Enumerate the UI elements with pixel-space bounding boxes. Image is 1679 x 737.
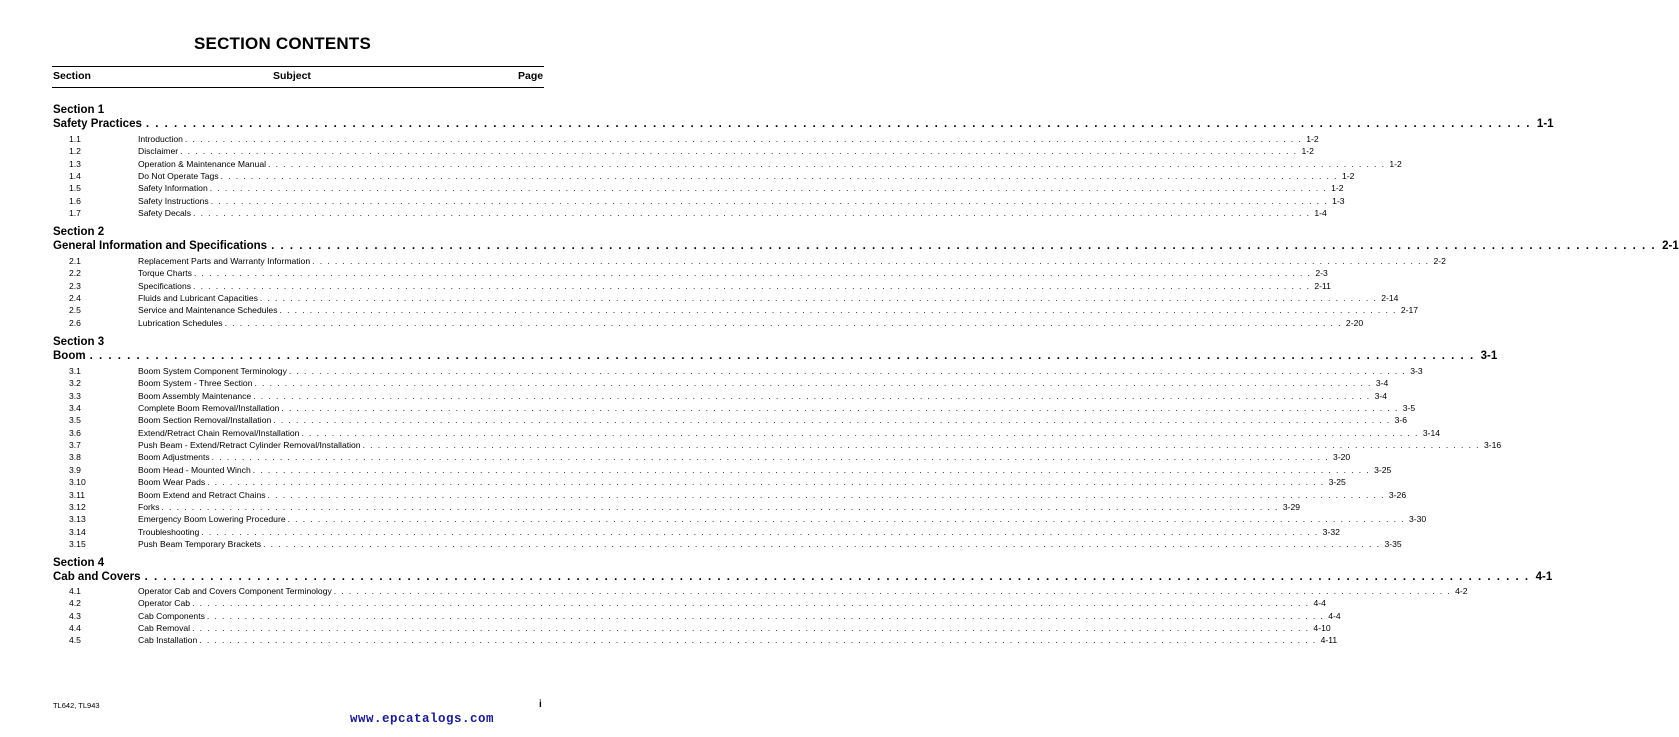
entry-number: 3.11 <box>69 489 86 500</box>
entry-page-number: 3-25 <box>1328 477 1346 488</box>
entry-subject: Safety Instructions <box>138 195 209 206</box>
toc-entry[interactable] <box>69 158 1402 170</box>
dot-leader: . . . . . . . . . . . . . . . . . . . . . . . . . . . . . . . . . . . . . . . . . . . . . . . . . . . . . . . . . . . . . . . . . . . . . . . . . . . . . . . . . . . . . . . . . . . . . . . . . . . . . . . . . . . . . . . . . . . . . . . . . . . . . . . . . . . . . . . . . . . . . . . . . . . . <box>180 146 1298 157</box>
dot-leader: . . . . . . . . . . . . . . . . . . . . . . . . . . . . . . . . . . . . . . . . . . . . . . . . . . . . . . . . . . . . . . . . . . . . . . . . . . . . . . . . . . . . . . . . . . . . . . . . . . . . . . . . . . . . . . . . . . . . . . . . . . . . . . . . . . . . . . . . . . . . . . . . . . . . <box>144 571 1530 583</box>
page-title: SECTION CONTENTS <box>194 34 371 53</box>
entry-number: 1.3 <box>69 158 81 169</box>
entry-number: 3.4 <box>69 403 81 414</box>
entry-page-number: 3-14 <box>1422 427 1441 438</box>
column-header-subject: Subject <box>273 70 311 82</box>
dot-leader: . . . . . . . . . . . . . . . . . . . . . . . . . . . . . . . . . . . . . . . . . . . . . . . . . . . . . . . . . . . . . . . . . . . . . . . . . . . . . . . . . . . . . . . . . . . . . . . . . . . . . . . . . . . . . . . . . . . . . . . . . . . . . . . . . . . . . . . . . . . . . . . . . . . . <box>210 195 1329 206</box>
entry-subject: Boom Adjustments <box>138 452 210 463</box>
dot-leader: . . . . . . . . . . . . . . . . . . . . . . . . . . . . . . . . . . . . . . . . . . . . . . . . . . . . . . . . . . . . . . . . . . . . . . . . . . . . . . . . . . . . . . . . . . . . . . . . . . . . . . . . . . . . . . . . . . . . . . . . . . . . . . . . . . . . . . . . . . . . . . . . . . . . <box>253 390 1371 401</box>
entry-page-number: 3-32 <box>1322 526 1340 537</box>
toc-entry[interactable] <box>69 304 1419 316</box>
column-header-page: Page <box>518 70 544 82</box>
entry-subject: Boom System Component Terminology <box>138 366 287 376</box>
dot-leader: . . . . . . . . . . . . . . . . . . . . . . . . . . . . . . . . . . . . . . . . . . . . . . . . . . . . . . . . . . . . . . . . . . . . . . . . . . . . . . . . . . . . . . . . . . . . . . . . . . . . . . . . . . . . . . . . . . . . . . . . . . . . . . . . . . . . . . . . . . . . . . . . . . . . <box>271 240 1657 252</box>
dot-leader: . . . . . . . . . . . . . . . . . . . . . . . . . . . . . . . . . . . . . . . . . . . . . . . . . . . . . . . . . . . . . . . . . . . . . . . . . . . . . . . . . . . . . . . . . . . . . . . . . . . . . . . . . . . . . . . . . . . . . . . . . . . . . . . . . . . . . . . . . . . . . . . . . . . . <box>224 317 1342 328</box>
entry-page-number: 1-2 <box>1306 134 1319 144</box>
section-page-number: 4-1 <box>1535 571 1553 583</box>
dot-leader: . . . . . . . . . . . . . . . . . . . . . . . . . . . . . . . . . . . . . . . . . . . . . . . . . . . . . . . . . . . . . . . . . . . . . . . . . . . . . . . . . . . . . . . . . . . . . . . . . . . . . . . . . . . . . . . . . . . . . . . . . . . . . . . . . . . . . . . . . . . . . . . . . . . . <box>279 305 1397 316</box>
section-title: Boom <box>53 350 86 362</box>
entry-number: 3.8 <box>69 452 81 463</box>
entry-page-number: 3-30 <box>1408 514 1427 525</box>
entry-number: 3.10 <box>69 477 86 488</box>
dot-leader: . . . . . . . . . . . . . . . . . . . . . . . . . . . . . . . . . . . . . . . . . . . . . . . . . . . . . . . . . . . . . . . . . . . . . . . . . . . . . . . . . . . . . . . . . . . . . . . . . . . . . . . . . . . . . . . . . . . . . . . . . . . . . . . . . . . . . . . . . . . . . . . . . . . . <box>333 586 1452 596</box>
toc-entry[interactable] <box>69 464 1392 476</box>
entry-number: 4.4 <box>69 623 81 634</box>
entry-subject: Safety Information <box>138 183 208 194</box>
column-header-section: Section <box>53 70 91 82</box>
entry-subject: Boom Assembly Maintenance <box>138 390 252 401</box>
dot-leader: . . . . . . . . . . . . . . . . . . . . . . . . . . . . . . . . . . . . . . . . . . . . . . . . . . . . . . . . . . . . . . . . . . . . . . . . . . . . . . . . . . . . . . . . . . . . . . . . . . . . . . . . . . . . . . . . . . . . . . . . . . . . . . . . . . . . . . . . . . . . . . . . . . . . <box>220 171 1338 182</box>
entry-subject: Service and Maintenance Schedules <box>138 305 278 316</box>
section-label: Section 1 <box>53 104 105 116</box>
entry-number: 1.6 <box>69 195 81 206</box>
entry-number: 1.5 <box>69 183 81 194</box>
header-rule-top <box>52 66 544 67</box>
entry-number: 3.13 <box>69 514 86 525</box>
toc-entry[interactable] <box>69 513 1427 525</box>
entry-number: 3.15 <box>69 538 86 549</box>
entry-page-number: 3-4 <box>1375 378 1389 389</box>
toc-entry[interactable] <box>69 414 1408 426</box>
section-title: Cab and Covers <box>53 571 141 583</box>
dot-leader: . . . . . . . . . . . . . . . . . . . . . . . . . . . . . . . . . . . . . . . . . . . . . . . . . . . . . . . . . . . . . . . . . . . . . . . . . . . . . . . . . . . . . . . . . . . . . . . . . . . . . . . . . . . . . . . . . . . . . . . . . . . . . . . . . . . . . . . . . . . . . . . . . . . . <box>184 134 1303 144</box>
toc-entry[interactable] <box>69 526 1340 538</box>
entry-page-number: 1-2 <box>1389 158 1402 169</box>
entry-number: 2.2 <box>69 268 81 279</box>
entry-page-number: 1-2 <box>1341 171 1355 182</box>
entry-subject: Troubleshooting <box>138 526 200 537</box>
dot-leader: . . . . . . . . . . . . . . . . . . . . . . . . . . . . . . . . . . . . . . . . . . . . . . . . . . . . . . . . . . . . . . . . . . . . . . . . . . . . . . . . . . . . . . . . . . . . . . . . . . . . . . . . . . . . . . . . . . . . . . . . . . . . . . . . . . . . . . . . . . . . . . . . . . . . <box>192 623 1310 634</box>
toc-entry[interactable] <box>69 489 1407 501</box>
entry-page-number: 1-4 <box>1314 208 1327 219</box>
entry-page-number: 3-26 <box>1388 489 1407 500</box>
entry-number: 1.4 <box>69 171 81 182</box>
entry-subject: Cab Installation <box>138 635 198 646</box>
dot-leader: . . . . . . . . . . . . . . . . . . . . . . . . . . . . . . . . . . . . . . . . . . . . . . . . . . . . . . . . . . . . . . . . . . . . . . . . . . . . . . . . . . . . . . . . . . . . . . . . . . . . . . . . . . . . . . . . . . . . . . . . . . . . . . . . . . . . . . . . . . . . . . . . . . . . <box>193 280 1311 291</box>
entry-page-number: 1-2 <box>1301 146 1314 157</box>
section-page-number: 1-1 <box>1536 118 1554 130</box>
entry-subject: Specifications <box>138 280 192 291</box>
entry-number: 3.3 <box>69 390 81 401</box>
section-title: General Information and Specifications <box>53 240 268 252</box>
toc-entry[interactable] <box>69 634 1338 646</box>
header-rule-bottom <box>52 87 544 88</box>
entry-page-number: 1-3 <box>1332 195 1345 206</box>
entry-subject: Operator Cab <box>138 598 191 609</box>
toc-entry[interactable] <box>69 267 1328 279</box>
toc-entry[interactable] <box>69 170 1355 182</box>
toc-entry[interactable] <box>69 597 1326 609</box>
entry-number: 3.5 <box>69 415 81 426</box>
toc-entry[interactable] <box>69 207 1327 219</box>
entry-subject: Emergency Boom Lowering Procedure <box>138 514 286 525</box>
entry-page-number: 3-35 <box>1384 538 1402 549</box>
entry-subject: Push Beam - Extend/Retract Cylinder Removal/Installation <box>138 440 361 451</box>
toc-entry[interactable] <box>69 622 1331 634</box>
dot-leader: . . . . . . . . . . . . . . . . . . . . . . . . . . . . . . . . . . . . . . . . . . . . . . . . . . . . . . . . . . . . . . . . . . . . . . . . . . . . . . . . . . . . . . . . . . . . . . . . . . . . . . . . . . . . . . . . . . . . . . . . . . . . . . . . . . . . . . . . . . . . . . . . . . . . <box>199 635 1317 646</box>
toc-entry[interactable] <box>69 451 1351 463</box>
entry-page-number: 4-2 <box>1455 586 1468 596</box>
entry-number: 1.1 <box>69 134 81 144</box>
entry-number: 4.5 <box>69 635 81 646</box>
dot-leader: . . . . . . . . . . . . . . . . . . . . . . . . . . . . . . . . . . . . . . . . . . . . . . . . . . . . . . . . . . . . . . . . . . . . . . . . . . . . . . . . . . . . . . . . . . . . . . . . . . . . . . . . . . . . . . . . . . . . . . . . . . . . . . . . . . . . . . . . . . . . . . . . . . . . <box>193 268 1312 279</box>
section-page-number: 2-1 <box>1662 240 1679 252</box>
entry-number: 2.5 <box>69 305 81 316</box>
toc-entry[interactable] <box>69 476 1346 488</box>
toc-entry[interactable] <box>69 402 1416 414</box>
entry-page-number: 2-20 <box>1345 317 1364 328</box>
entry-page-number: 4-11 <box>1320 635 1338 646</box>
entry-number: 4.2 <box>69 598 81 609</box>
entry-page-number: 2-3 <box>1315 268 1328 279</box>
section-label: Section 2 <box>53 226 105 238</box>
entry-page-number: 2-17 <box>1400 305 1419 316</box>
section-page-number: 3-1 <box>1480 350 1498 362</box>
dot-leader: . . . . . . . . . . . . . . . . . . . . . . . . . . . . . . . . . . . . . . . . . . . . . . . . . . . . . . . . . . . . . . . . . . . . . . . . . . . . . . . . . . . . . . . . . . . . . . . . . . . . . . . . . . . . . . . . . . . . . . . . . . . . . . . . . . . . . . . . . . . . . . . . . . . . <box>273 415 1391 426</box>
dot-leader: . . . . . . . . . . . . . . . . . . . . . . . . . . . . . . . . . . . . . . . . . . . . . . . . . . . . . . . . . . . . . . . . . . . . . . . . . . . . . . . . . . . . . . . . . . . . . . . . . . . . . . . . . . . . . . . . . . . . . . . . . . . . . . . . . . . . . . . . . . . . . . . . . . . . <box>281 403 1399 414</box>
entry-page-number: 3-25 <box>1374 464 1392 475</box>
entry-subject: Boom Section Removal/Installation <box>138 415 272 426</box>
toc-entry[interactable] <box>69 292 1399 304</box>
entry-page-number: 3-6 <box>1394 415 1408 426</box>
dot-leader: . . . . . . . . . . . . . . . . . . . . . . . . . . . . . . . . . . . . . . . . . . . . . . . . . . . . . . . . . . . . . . . . . . . . . . . . . . . . . . . . . . . . . . . . . . . . . . . . . . . . . . . . . . . . . . . . . . . . . . . . . . . . . . . . . . . . . . . . . . . . . . . . . . . . <box>254 378 1372 389</box>
entry-number: 4.1 <box>69 586 81 596</box>
entry-subject: Extend/Retract Chain Removal/Installation <box>138 427 300 438</box>
footer-model: TL642, TL943 <box>53 701 100 710</box>
entry-page-number: 3-5 <box>1402 403 1416 414</box>
toc-entry[interactable] <box>69 255 1446 267</box>
dot-leader: . . . . . . . . . . . . . . . . . . . . . . . . . . . . . . . . . . . . . . . . . . . . . . . . . . . . . . . . . . . . . . . . . . . . . . . . . . . . . . . . . . . . . . . . . . . . . . . . . . . . . . . . . . . . . . . . . . . . . . . . . . . . . . . . . . . . . . . . . . . . . . . . . . . . <box>301 427 1419 438</box>
dot-leader: . . . . . . . . . . . . . . . . . . . . . . . . . . . . . . . . . . . . . . . . . . . . . . . . . . . . . . . . . . . . . . . . . . . . . . . . . . . . . . . . . . . . . . . . . . . . . . . . . . . . . . . . . . . . . . . . . . . . . . . . . . . . . . . . . . . . . . . . . . . . . . . . . . . . <box>362 440 1480 451</box>
toc-entry[interactable] <box>69 195 1345 207</box>
toc-entry[interactable] <box>69 427 1441 439</box>
entry-subject: Complete Boom Removal/Installation <box>138 403 280 414</box>
section-label: Section 3 <box>53 336 105 348</box>
entry-subject: Boom Extend and Retract Chains <box>138 489 266 500</box>
section-title-row[interactable] <box>53 349 1498 363</box>
watermark: www.epcatalogs.com <box>350 712 495 726</box>
dot-leader: . . . . . . . . . . . . . . . . . . . . . . . . . . . . . . . . . . . . . . . . . . . . . . . . . . . . . . . . . . . . . . . . . . . . . . . . . . . . . . . . . . . . . . . . . . . . . . . . . . . . . . . . . . . . . . . . . . . . . . . . . . . . . . . . . . . . . . . . . . . . . . . . . . . . <box>252 464 1371 475</box>
section-title: Safety Practices <box>53 118 142 130</box>
entry-subject: Push Beam Temporary Brackets <box>138 538 262 549</box>
dot-leader: . . . . . . . . . . . . . . . . . . . . . . . . . . . . . . . . . . . . . . . . . . . . . . . . . . . . . . . . . . . . . . . . . . . . . . . . . . . . . . . . . . . . . . . . . . . . . . . . . . . . . . . . . . . . . . . . . . . . . . . . . . . . . . . . . . . . . . . . . . . . . . . . . . . . <box>263 538 1381 549</box>
entry-page-number: 3-29 <box>1282 501 1301 512</box>
entry-number: 2.1 <box>69 256 81 266</box>
entry-subject: Safety Decals <box>138 208 192 219</box>
entry-number: 1.2 <box>69 146 81 157</box>
dot-leader: . . . . . . . . . . . . . . . . . . . . . . . . . . . . . . . . . . . . . . . . . . . . . . . . . . . . . . . . . . . . . . . . . . . . . . . . . . . . . . . . . . . . . . . . . . . . . . . . . . . . . . . . . . . . . . . . . . . . . . . . . . . . . . . . . . . . . . . . . . . . . . . . . . . . <box>288 366 1407 376</box>
entry-subject: Cab Removal <box>138 623 191 634</box>
toc-entry[interactable] <box>69 439 1502 451</box>
section-label: Section 4 <box>53 557 105 569</box>
entry-page-number: 1-2 <box>1331 183 1344 194</box>
dot-leader: . . . . . . . . . . . . . . . . . . . . . . . . . . . . . . . . . . . . . . . . . . . . . . . . . . . . . . . . . . . . . . . . . . . . . . . . . . . . . . . . . . . . . . . . . . . . . . . . . . . . . . . . . . . . . . . . . . . . . . . . . . . . . . . . . . . . . . . . . . . . . . . . . . . . <box>89 350 1475 362</box>
toc-entry[interactable] <box>69 317 1364 329</box>
entry-subject: Lubrication Schedules <box>138 317 223 328</box>
entry-number: 3.9 <box>69 464 81 475</box>
toc-entry[interactable] <box>69 182 1344 194</box>
dot-leader: . . . . . . . . . . . . . . . . . . . . . . . . . . . . . . . . . . . . . . . . . . . . . . . . . . . . . . . . . . . . . . . . . . . . . . . . . . . . . . . . . . . . . . . . . . . . . . . . . . . . . . . . . . . . . . . . . . . . . . . . . . . . . . . . . . . . . . . . . . . . . . . . . . . . <box>193 208 1311 219</box>
dot-leader: . . . . . . . . . . . . . . . . . . . . . . . . . . . . . . . . . . . . . . . . . . . . . . . . . . . . . . . . . . . . . . . . . . . . . . . . . . . . . . . . . . . . . . . . . . . . . . . . . . . . . . . . . . . . . . . . . . . . . . . . . . . . . . . . . . . . . . . . . . . . . . . . . . . . <box>312 256 1430 266</box>
toc-entry[interactable] <box>69 390 1387 402</box>
toc-entry[interactable] <box>69 145 1314 157</box>
entry-number: 3.6 <box>69 427 81 438</box>
entry-number: 3.12 <box>69 501 86 512</box>
toc-entry[interactable] <box>69 538 1402 550</box>
dot-leader: . . . . . . . . . . . . . . . . . . . . . . . . . . . . . . . . . . . . . . . . . . . . . . . . . . . . . . . . . . . . . . . . . . . . . . . . . . . . . . . . . . . . . . . . . . . . . . . . . . . . . . . . . . . . . . . . . . . . . . . . . . . . . . . . . . . . . . . . . . . . . . . . . . . . <box>207 477 1325 488</box>
toc-entry[interactable] <box>69 585 1468 597</box>
entry-number: 2.3 <box>69 280 81 291</box>
entry-page-number: 2-2 <box>1433 256 1446 266</box>
entry-subject: Cab Components <box>138 610 205 621</box>
dot-leader: . . . . . . . . . . . . . . . . . . . . . . . . . . . . . . . . . . . . . . . . . . . . . . . . . . . . . . . . . . . . . . . . . . . . . . . . . . . . . . . . . . . . . . . . . . . . . . . . . . . . . . . . . . . . . . . . . . . . . . . . . . . . . . . . . . . . . . . . . . . . . . . . . . . . <box>287 514 1405 525</box>
entry-subject: Operation & Maintenance Manual <box>138 158 267 169</box>
toc-entry[interactable] <box>69 377 1389 389</box>
entry-subject: Boom Wear Pads <box>138 477 206 488</box>
dot-leader: . . . . . . . . . . . . . . . . . . . . . . . . . . . . . . . . . . . . . . . . . . . . . . . . . . . . . . . . . . . . . . . . . . . . . . . . . . . . . . . . . . . . . . . . . . . . . . . . . . . . . . . . . . . . . . . . . . . . . . . . . . . . . . . . . . . . . . . . . . . . . . . . . . . . <box>145 118 1531 130</box>
entry-number: 1.7 <box>69 208 81 219</box>
entry-number: 3.1 <box>69 366 81 376</box>
toc-entry[interactable] <box>69 133 1319 145</box>
entry-subject: Do Not Operate Tags <box>138 171 219 182</box>
entry-page-number: 3-4 <box>1374 390 1387 401</box>
entry-number: 4.3 <box>69 610 81 621</box>
entry-page-number: 2-11 <box>1314 280 1331 291</box>
dot-leader: . . . . . . . . . . . . . . . . . . . . . . . . . . . . . . . . . . . . . . . . . . . . . . . . . . . . . . . . . . . . . . . . . . . . . . . . . . . . . . . . . . . . . . . . . . . . . . . . . . . . . . . . . . . . . . . . . . . . . . . . . . . . . . . . . . . . . . . . . . . . . . . . . . . . <box>206 610 1325 621</box>
toc-entry[interactable] <box>69 280 1331 292</box>
dot-leader: . . . . . . . . . . . . . . . . . . . . . . . . . . . . . . . . . . . . . . . . . . . . . . . . . . . . . . . . . . . . . . . . . . . . . . . . . . . . . . . . . . . . . . . . . . . . . . . . . . . . . . . . . . . . . . . . . . . . . . . . . . . . . . . . . . . . . . . . . . . . . . . . . . . . <box>192 598 1310 609</box>
entry-subject: Forks <box>138 501 160 512</box>
section-title-row[interactable] <box>53 117 1554 131</box>
entry-subject: Replacement Parts and Warranty Information <box>138 256 311 266</box>
entry-page-number: 4-4 <box>1313 598 1326 609</box>
entry-page-number: 4-10 <box>1313 623 1331 634</box>
entry-number: 3.2 <box>69 378 81 389</box>
entry-number: 3.14 <box>69 526 86 537</box>
toc-entry[interactable] <box>69 501 1301 513</box>
dot-leader: . . . . . . . . . . . . . . . . . . . . . . . . . . . . . . . . . . . . . . . . . . . . . . . . . . . . . . . . . . . . . . . . . . . . . . . . . . . . . . . . . . . . . . . . . . . . . . . . . . . . . . . . . . . . . . . . . . . . . . . . . . . . . . . . . . . . . . . . . . . . . . . . . . . . <box>161 501 1279 512</box>
section-title-row[interactable] <box>53 570 1553 584</box>
entry-number: 2.4 <box>69 293 81 304</box>
section-title-row[interactable] <box>53 239 1679 253</box>
dot-leader: . . . . . . . . . . . . . . . . . . . . . . . . . . . . . . . . . . . . . . . . . . . . . . . . . . . . . . . . . . . . . . . . . . . . . . . . . . . . . . . . . . . . . . . . . . . . . . . . . . . . . . . . . . . . . . . . . . . . . . . . . . . . . . . . . . . . . . . . . . . . . . . . . . . . <box>201 526 1319 537</box>
entry-page-number: 4-4 <box>1328 610 1341 621</box>
dot-leader: . . . . . . . . . . . . . . . . . . . . . . . . . . . . . . . . . . . . . . . . . . . . . . . . . . . . . . . . . . . . . . . . . . . . . . . . . . . . . . . . . . . . . . . . . . . . . . . . . . . . . . . . . . . . . . . . . . . . . . . . . . . . . . . . . . . . . . . . . . . . . . . . . . . . <box>267 489 1385 500</box>
dot-leader: . . . . . . . . . . . . . . . . . . . . . . . . . . . . . . . . . . . . . . . . . . . . . . . . . . . . . . . . . . . . . . . . . . . . . . . . . . . . . . . . . . . . . . . . . . . . . . . . . . . . . . . . . . . . . . . . . . . . . . . . . . . . . . . . . . . . . . . . . . . . . . . . . . . . <box>209 183 1328 194</box>
entry-page-number: 3-3 <box>1410 366 1423 376</box>
entry-number: 3.7 <box>69 440 81 451</box>
entry-subject: Boom System - Three Section <box>138 378 253 389</box>
entry-subject: Fluids and Lubricant Capacities <box>138 293 258 304</box>
toc-entry[interactable] <box>69 365 1423 377</box>
entry-page-number: 3-16 <box>1483 440 1502 451</box>
entry-page-number: 2-14 <box>1381 293 1399 304</box>
dot-leader: . . . . . . . . . . . . . . . . . . . . . . . . . . . . . . . . . . . . . . . . . . . . . . . . . . . . . . . . . . . . . . . . . . . . . . . . . . . . . . . . . . . . . . . . . . . . . . . . . . . . . . . . . . . . . . . . . . . . . . . . . . . . . . . . . . . . . . . . . . . . . . . . . . . . <box>268 158 1386 169</box>
entry-number: 2.6 <box>69 317 81 328</box>
entry-subject: Operator Cab and Covers Component Terminology <box>138 586 332 596</box>
entry-subject: Boom Head - Mounted Winch <box>138 464 251 475</box>
entry-subject: Introduction <box>138 134 183 144</box>
dot-leader: . . . . . . . . . . . . . . . . . . . . . . . . . . . . . . . . . . . . . . . . . . . . . . . . . . . . . . . . . . . . . . . . . . . . . . . . . . . . . . . . . . . . . . . . . . . . . . . . . . . . . . . . . . . . . . . . . . . . . . . . . . . . . . . . . . . . . . . . . . . . . . . . . . . . <box>259 293 1378 304</box>
toc-entry[interactable] <box>69 610 1341 622</box>
entry-subject: Torque Charts <box>138 268 192 279</box>
entry-page-number: 3-20 <box>1333 452 1351 463</box>
dot-leader: . . . . . . . . . . . . . . . . . . . . . . . . . . . . . . . . . . . . . . . . . . . . . . . . . . . . . . . . . . . . . . . . . . . . . . . . . . . . . . . . . . . . . . . . . . . . . . . . . . . . . . . . . . . . . . . . . . . . . . . . . . . . . . . . . . . . . . . . . . . . . . . . . . . . <box>211 452 1330 463</box>
footer-page-number: i <box>539 699 542 710</box>
entry-subject: Disclaimer <box>138 146 179 157</box>
